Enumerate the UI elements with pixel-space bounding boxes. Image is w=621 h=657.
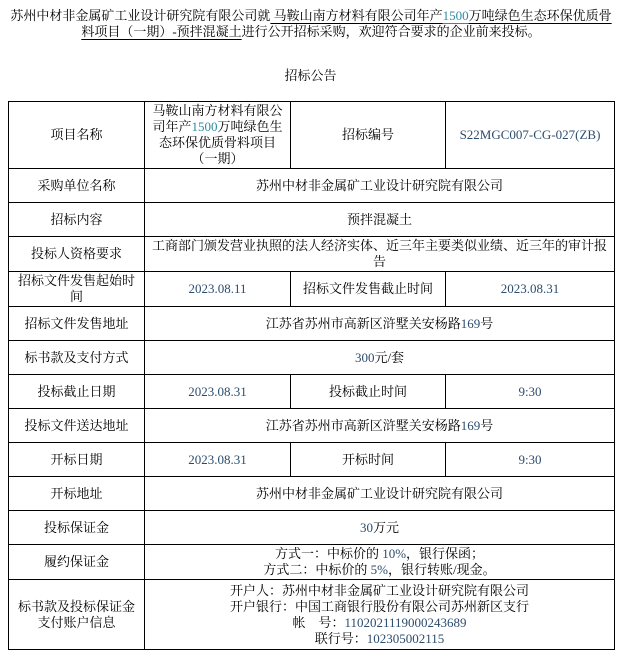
purchaser-name-value — [145, 169, 615, 203]
text-segment: 帐 号： — [292, 614, 345, 630]
text-segment: 元/套 — [374, 349, 405, 365]
tender-content-value — [145, 203, 615, 237]
bid-delivery-address-value — [145, 409, 615, 443]
text-segment: 预拌混凝土 — [346, 211, 412, 227]
text-segment: 方式二：中标价的 — [263, 562, 371, 577]
intro-paragraph — [8, 8, 614, 40]
table-row — [9, 307, 615, 341]
text-segment: 万元 — [372, 519, 399, 535]
numeric-text: 102305002115 — [366, 630, 445, 646]
numeric-text: S22MGC007-CG-027(ZB) — [459, 127, 601, 142]
numeric-text: 300 — [354, 349, 375, 365]
text-segment: ，银行保函； — [406, 546, 485, 561]
payment-account-label — [9, 580, 145, 650]
text-segment: 履约保证金 — [43, 554, 109, 569]
bid-opening-time-value — [446, 443, 615, 477]
numeric-text: 5% — [370, 562, 388, 577]
table-row — [9, 477, 615, 511]
numeric-text: 9:30 — [518, 383, 542, 399]
doc-sale-address-label — [9, 307, 145, 341]
text-segment: 开标地址 — [50, 485, 103, 501]
text-segment: 开户人：苏州中材非金属矿工业设计研究院有限公司 — [229, 582, 529, 598]
text-segment: 开标时间 — [341, 451, 394, 467]
tender-number-label — [291, 102, 446, 169]
text-segment: 方式一：中标价的 — [274, 546, 383, 561]
purchaser-name-label — [9, 169, 145, 203]
numeric-text: 10% — [382, 546, 407, 561]
text-segment: 标书款及投标保证金支付账户信息 — [17, 598, 135, 630]
bid-opening-address-value — [145, 477, 615, 511]
bid-delivery-address-label — [9, 409, 145, 443]
bid-deadline-time-value — [446, 375, 615, 409]
bidder-qualification-label — [9, 237, 145, 272]
tender-info-table — [8, 101, 615, 650]
text-segment: 江苏省苏州市高新区浒墅关安杨路 — [265, 315, 461, 331]
bid-deadline-date-label — [9, 375, 145, 409]
doc-sale-address-value — [145, 307, 615, 341]
text-segment: 招标编号 — [341, 127, 394, 142]
text-segment: 苏州中材非金属矿工业设计研究院有限公司 — [255, 485, 503, 501]
numeric-text: 169 — [460, 315, 481, 331]
bid-deadline-time-label — [291, 375, 446, 409]
text-segment: 江苏省苏州市高新区浒墅关安杨路 — [265, 417, 461, 433]
text-segment: 号 — [480, 417, 494, 433]
bid-opening-address-label — [9, 477, 145, 511]
underlined-text: 万吨绿色生态环保优质骨料项目（一期）-预拌混凝土 — [81, 8, 612, 39]
bid-bond-value — [145, 511, 615, 545]
doc-fee-label — [9, 341, 145, 375]
numeric-text: 2023.08.11 — [188, 281, 247, 296]
doc-sale-start-label — [9, 272, 145, 307]
text-segment: 投标人资格要求 — [30, 246, 122, 261]
text-segment: 招标内容 — [50, 211, 103, 227]
tender-table-body — [9, 102, 615, 650]
bid-opening-time-label — [291, 443, 446, 477]
text-segment: 工商部门颁发营业执照的法人经济实体、近三年主要类似业绩、近三年的审计报告 — [151, 238, 607, 269]
table-row — [9, 237, 615, 272]
text-segment: ，银行转账/现金。 — [387, 562, 496, 577]
performance-bond-label — [9, 545, 145, 580]
text-segment: 苏州中材非金属矿工业设计研究院有限公司就 — [10, 8, 271, 23]
text-segment: 投标保证金 — [43, 519, 109, 535]
bid-bond-label — [9, 511, 145, 545]
table-row — [9, 580, 615, 650]
doc-fee-value — [145, 341, 615, 375]
numeric-text: 169 — [460, 417, 481, 433]
table-row — [9, 102, 615, 169]
table-row — [9, 375, 615, 409]
doc-sale-end-label — [291, 272, 446, 307]
underlined-text: 马鞍山南方材料有限公司年产 — [270, 8, 443, 23]
tender-content-label — [9, 203, 145, 237]
text-segment: 联行号： — [314, 630, 367, 646]
text-segment: 进行公开招标采购，欢迎符合要求的企业前来投标。 — [241, 24, 541, 39]
text-segment: 苏州中材非金属矿工业设计研究院有限公司 — [255, 177, 503, 193]
doc-sale-start-value — [145, 272, 291, 307]
text-segment: 投标截止日期 — [37, 383, 116, 399]
text-segment: 号 — [480, 315, 494, 331]
text-segment: 招标文件发售地址 — [24, 315, 129, 331]
text-segment: 马鞍山南方材料有限公司年产 — [152, 103, 283, 134]
text-segment: 招标文件发售起始时间 — [17, 273, 135, 304]
table-row — [9, 443, 615, 477]
numeric-text: 30 — [359, 519, 373, 535]
page-title: 招标公告 — [284, 68, 337, 83]
numeric-text: 2023.08.31 — [188, 383, 247, 399]
doc-sale-end-value — [446, 272, 615, 307]
numeric-text: 2023.08.31 — [188, 451, 247, 467]
bid-opening-date-label — [9, 443, 145, 477]
bid-deadline-date-value — [145, 375, 291, 409]
bidder-qualification-value — [145, 237, 615, 272]
table-row — [9, 545, 615, 580]
numeric-text: 1102021119000243689 — [344, 614, 467, 630]
numeric-text: 2023.08.31 — [500, 281, 560, 296]
text-segment: 投标截止时间 — [328, 383, 407, 399]
text-segment: 项目名称 — [50, 127, 103, 142]
numeric-text: 9:30 — [518, 451, 542, 467]
table-row — [9, 409, 615, 443]
table-row — [9, 169, 615, 203]
text-segment: 采购单位名称 — [37, 177, 116, 193]
highlighted-number: 1500 — [191, 119, 218, 134]
table-row — [9, 272, 615, 307]
project-name-value — [145, 102, 291, 169]
table-row — [9, 511, 615, 545]
table-row — [9, 203, 615, 237]
payment-account-value — [145, 580, 615, 650]
bid-opening-date-value — [145, 443, 291, 477]
project-name-label — [9, 102, 145, 169]
text-segment: 开标日期 — [50, 451, 103, 467]
table-row — [9, 341, 615, 375]
text-segment: 投标文件送达地址 — [24, 417, 129, 433]
highlighted-number: 1500 — [442, 8, 469, 23]
performance-bond-value — [145, 545, 615, 580]
text-segment: 开户银行：中国工商银行股份有限公司苏州新区支行 — [229, 598, 529, 614]
tender-number-value — [446, 102, 615, 169]
text-segment: 招标文件发售截止时间 — [302, 281, 433, 296]
text-segment: 万吨绿色生态环保优质骨料项目（一期） — [158, 119, 283, 166]
text-segment: 标书款及支付方式 — [24, 349, 129, 365]
